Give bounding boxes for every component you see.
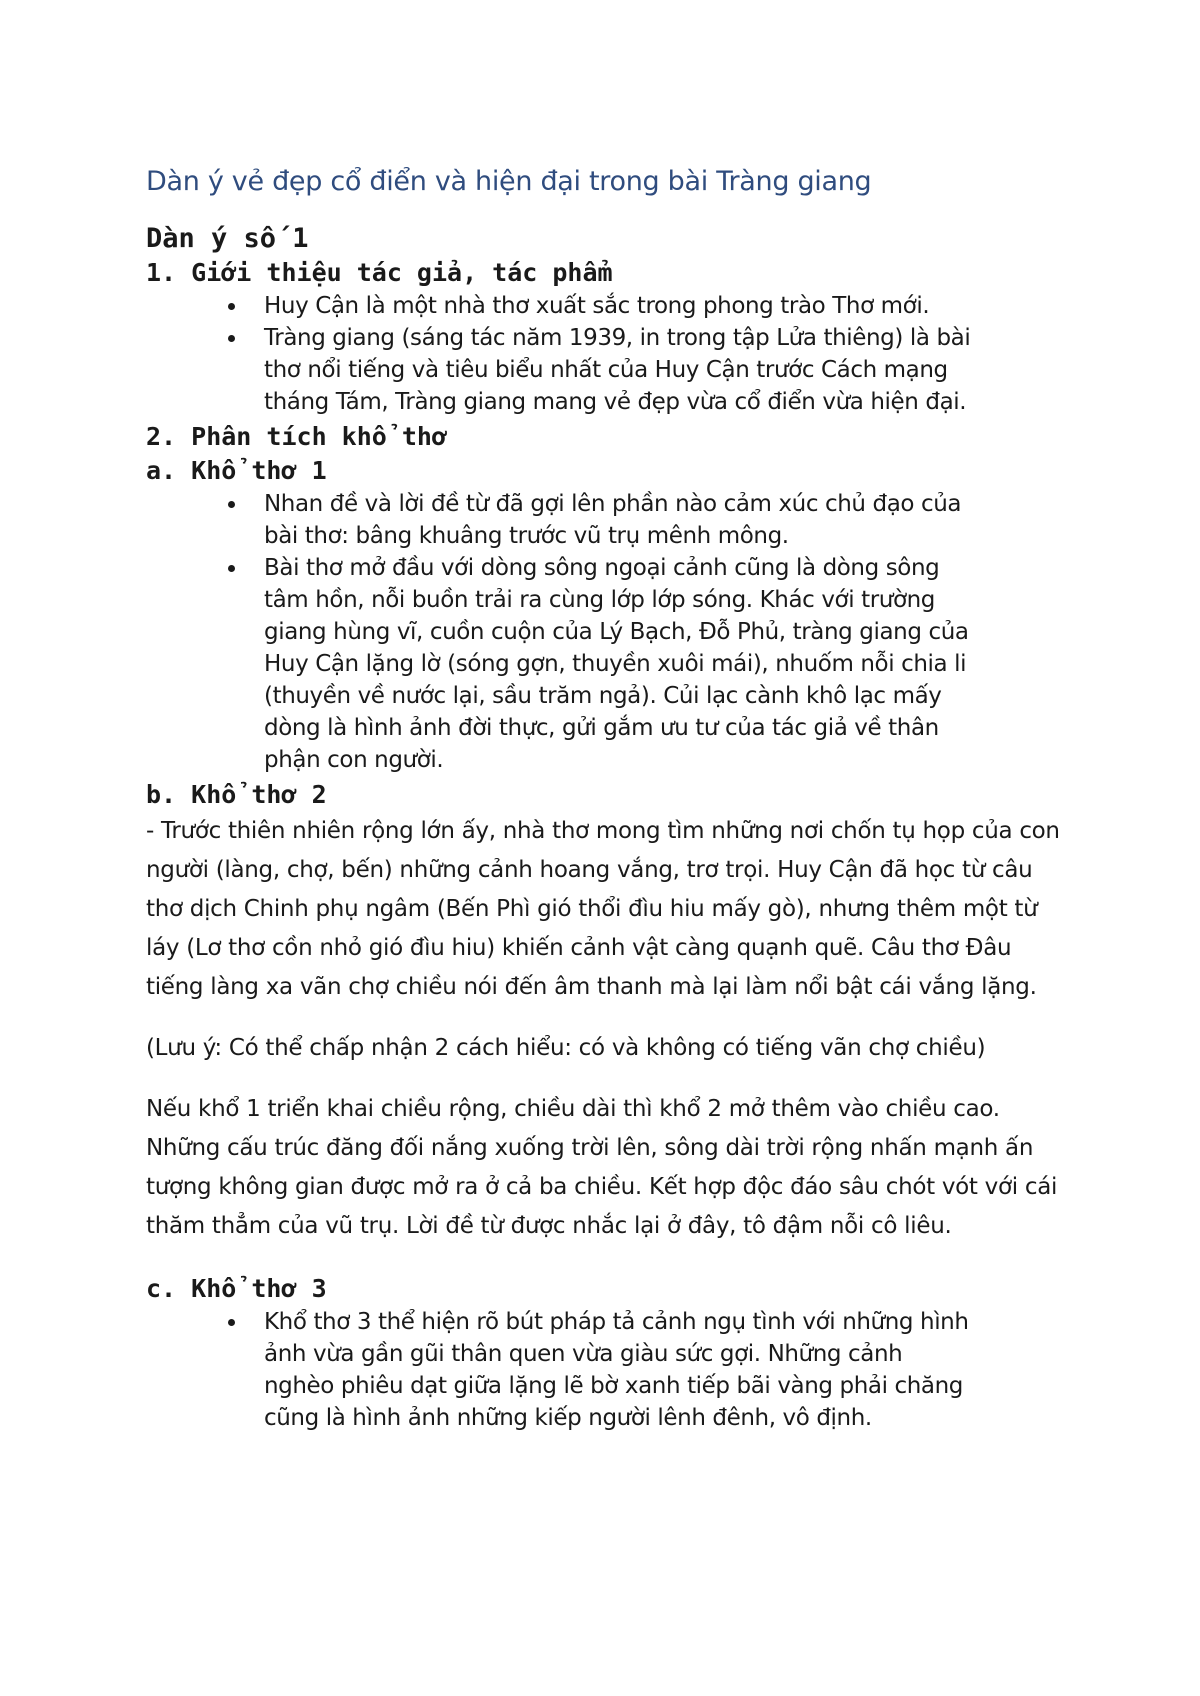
stanza-2-paragraph: - Trước thiên nhiên rộng lớn ấy, nhà thơ mong tìm những nơi chốn tụ họp của con người (làng, chợ, bến) những cảnh hoang vắng, trơ trọi. Huy Cận đã học từ câu thơ dịch Chinh phụ ngâm (Bến Phì gió thổi đìu hiu mấy gò), nhưng thêm một từ láy (Lơ thơ cồn nhỏ gió đìu hiu) khiến cảnh vật càng quạnh quẽ. Câu thơ Đâu tiếng làng xa vãn chợ chiều nói đến âm thanh mà lại làm nổi bật cái vắng lặng.: [146, 818, 1060, 1000]
list-item: Khổ thơ 3 thể hiện rõ bút pháp tả cảnh ngụ tình với những hình ảnh vừa gần gũi thân quen vừa giàu sức gợi. Những cảnh nghèo phiêu dạt giữa lặng lẽ bờ xanh tiếp bãi vàng phải chăng cũng là hình ảnh những kiếp người lênh đênh, vô định.: [264, 1306, 974, 1434]
bullet-icon: [228, 335, 235, 342]
section-heading-intro: 1. Giới thiệu tác giả, tác phẩm: [146, 258, 613, 287]
note-paragraph: (Lưu ý: Có thể chấp nhận 2 cách hiểu: có và không có tiếng vãn chợ chiều): [146, 1035, 986, 1061]
document-body: [146, 222, 1096, 1434]
page-title: Dàn ý vẻ đẹp cổ điển và hiện đại trong bài Tràng giang: [146, 166, 872, 197]
intro-bullet-list: [146, 290, 974, 418]
list-item: Tràng giang (sáng tác năm 1939, in trong tập Lửa thiêng) là bài thơ nổi tiếng và tiêu biểu nhất của Huy Cận trước Cách mạng tháng Tám, Tràng giang mang vẻ đẹp vừa cổ điển vừa hiện đại.: [264, 322, 974, 418]
section-heading-stanza-2: b. Khổ thơ 2: [146, 780, 327, 809]
bullet-icon: [228, 303, 235, 310]
outline-heading: Dàn ý số 1: [146, 223, 309, 254]
stanza-2-paragraph-2: Nếu khổ 1 triển khai chiều rộng, chiều dài thì khổ 2 mở thêm vào chiều cao. Những cấu trúc đăng đối nắng xuống trời lên, sông dài trời rộng nhấn mạnh ấn tượng không gian được mở ra ở cả ba chiều. Kết hợp độc đáo sâu chót vót với cái thăm thẳm của vũ trụ. Lời đề từ được nhắc lại ở đây, tô đậm nỗi cô liêu.: [146, 1096, 1058, 1239]
bullet-icon: [228, 565, 235, 572]
list-item: Bài thơ mở đầu với dòng sông ngoại cảnh cũng là dòng sông tâm hồn, nỗi buồn trải ra cùng lớp lớp sóng. Khác với trường giang hùng vĩ, cuồn cuộn của Lý Bạch, Đỗ Phủ, tràng giang của Huy Cận lặng lờ (sóng gợn, thuyền xuôi mái), nhuốm nỗi chia li (thuyền về nước lại, sầu trăm ngả). Củi lạc cành khô lạc mấy dòng là hình ảnh đời thực, gửi gắm ưu tư của tác giả về thân phận con người.: [264, 552, 974, 776]
stanza-1-bullet-list: [146, 488, 974, 776]
list-item: Nhan đề và lời đề từ đã gợi lên phần nào cảm xúc chủ đạo của bài thơ: bâng khuâng trước vũ trụ mênh mông.: [264, 488, 974, 552]
section-heading-stanza-1: a. Khổ thơ 1: [146, 456, 327, 485]
section-heading-analysis: 2. Phân tích khổ thơ: [146, 422, 448, 451]
stanza-3-bullet-list: [146, 1306, 974, 1434]
list-item: Huy Cận là một nhà thơ xuất sắc trong phong trào Thơ mới.: [264, 290, 974, 322]
bullet-icon: [228, 501, 235, 508]
bullet-icon: [228, 1319, 235, 1326]
section-heading-stanza-3: c. Khổ thơ 3: [146, 1274, 327, 1303]
